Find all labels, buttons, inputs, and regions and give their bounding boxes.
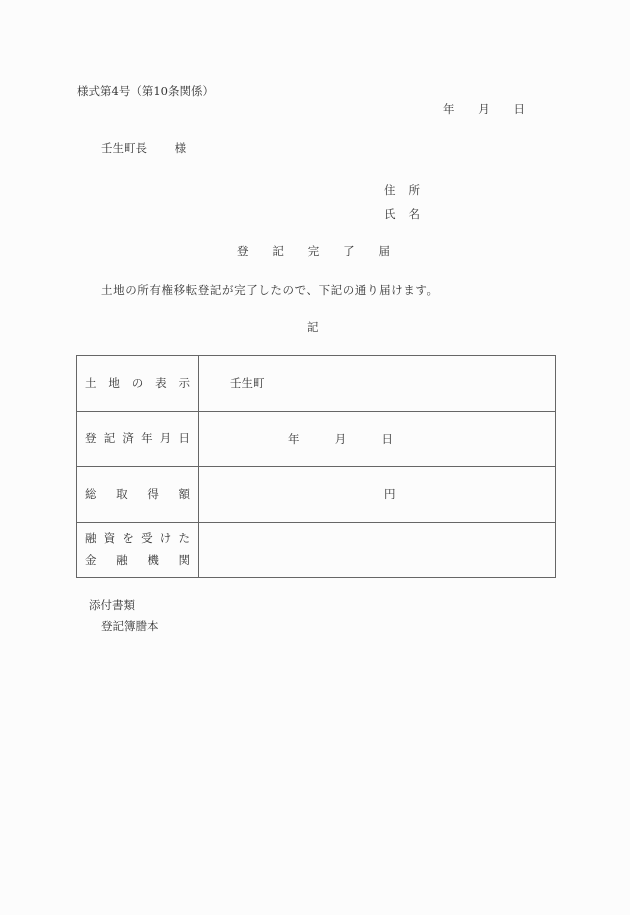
form-number: 様式第4号（第10条関係） bbox=[77, 84, 214, 98]
addressee-honorific: 様 bbox=[174, 141, 187, 155]
addressee-name: 壬生町長 bbox=[101, 141, 147, 155]
date-year-label: 年 bbox=[443, 102, 455, 116]
registration-date-value[interactable]: 年 月 日 bbox=[199, 411, 556, 467]
land-description-value[interactable]: 壬生町 bbox=[199, 356, 556, 412]
yen-unit: 円 bbox=[384, 487, 396, 502]
registration-date-label: 登 記 済 年 月 日 bbox=[77, 411, 199, 467]
table-row-registration-date bbox=[77, 411, 556, 467]
ki-heading: 記 bbox=[307, 320, 319, 334]
date-month-label: 月 bbox=[478, 102, 490, 116]
attachments-heading: 添付書類 bbox=[89, 598, 135, 612]
attachment-item: 登記簿謄本 bbox=[101, 619, 159, 633]
applicant-address-label: 住 所 bbox=[384, 183, 420, 197]
table-row-financial-institution bbox=[77, 522, 556, 578]
details-table bbox=[76, 355, 556, 578]
table-row-land-description bbox=[77, 356, 556, 412]
submission-date bbox=[443, 104, 525, 116]
financial-institution-label: 融 資 を 受 け た 金 融 機 関 bbox=[77, 522, 199, 578]
date-day-label: 日 bbox=[513, 102, 525, 116]
document-title: 登 記 完 了 届 bbox=[237, 244, 390, 258]
land-description-label: 土 地 の 表 示 bbox=[77, 356, 199, 412]
financial-institution-value[interactable] bbox=[199, 522, 556, 578]
applicant-name-label: 氏 名 bbox=[384, 207, 420, 221]
table-row-acquisition-amount bbox=[77, 467, 556, 523]
addressee bbox=[101, 143, 186, 155]
acquisition-amount-label: 総 取 得 額 bbox=[77, 467, 199, 523]
body-text: 土地の所有権移転登記が完了したので、下記の通り届けます。 bbox=[101, 283, 439, 297]
acquisition-amount-value[interactable] bbox=[199, 467, 556, 523]
